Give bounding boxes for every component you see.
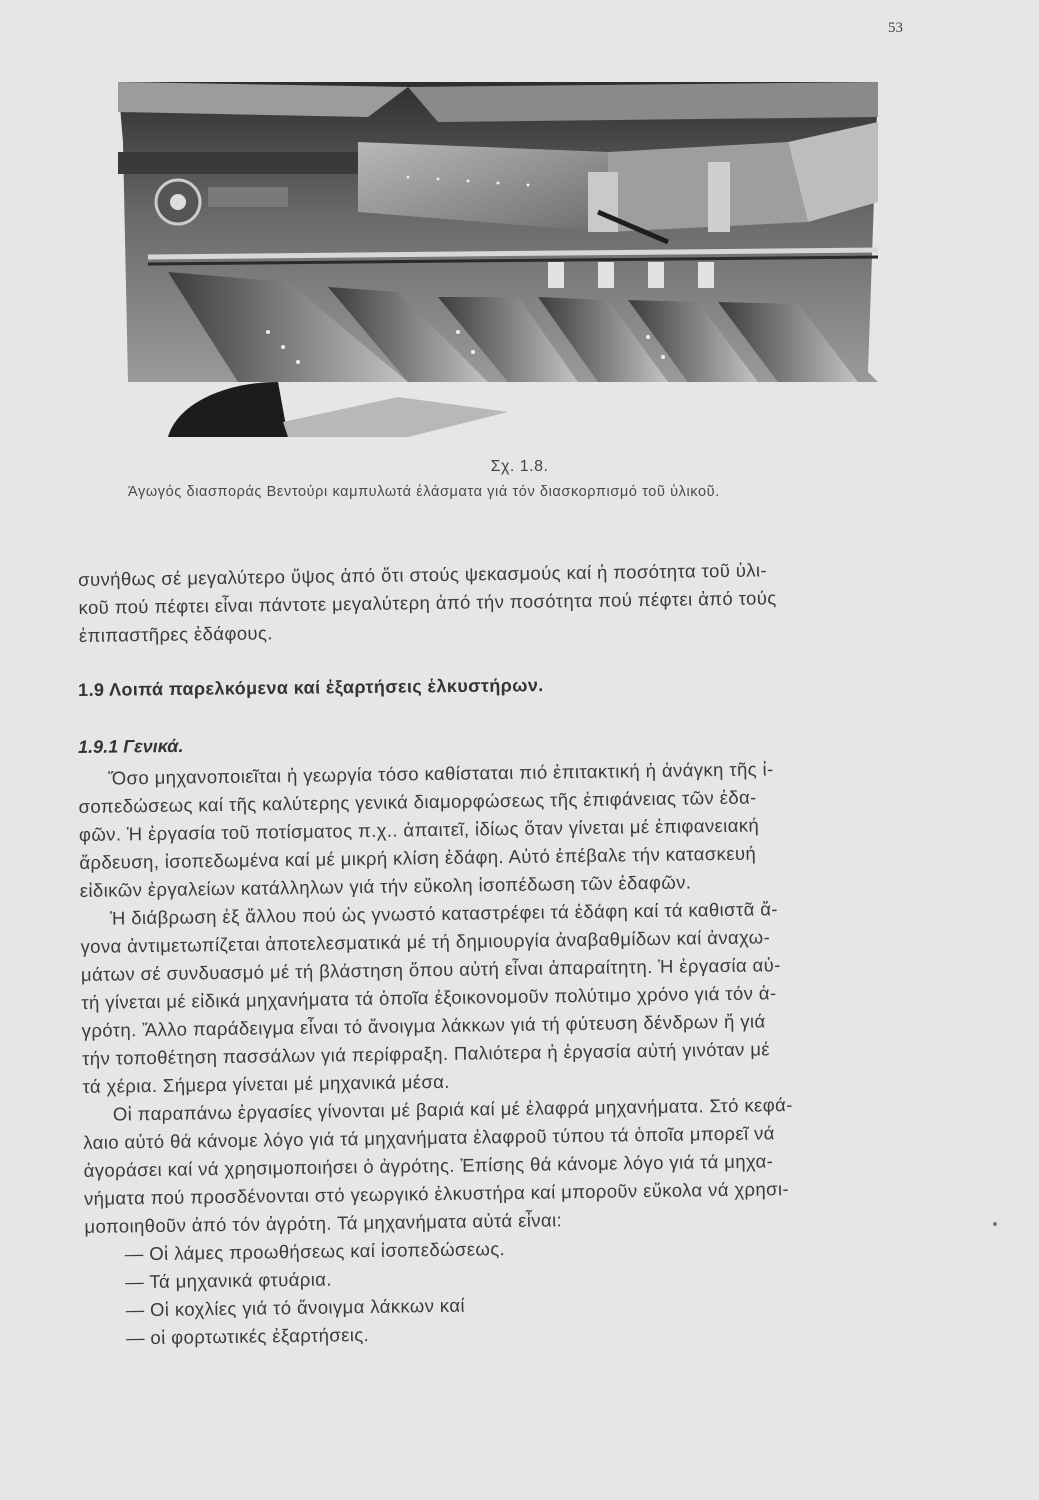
figure-photo xyxy=(108,82,898,437)
body-line: ἀγοράσει καί νά χρησιμοποιήσει ὁ ἀγρότης. Ἐπίσης θά κάνομε λόγο γιά τά μηχα- xyxy=(83,1150,774,1181)
body-line: εἰδικῶν ἐργαλείων κατάλληλων γιά τήν εὔκολη ἰσοπέδωση τῶν ἐδαφῶν. xyxy=(79,871,692,901)
body-line: λαιο αὐτό θά κάνομε λόγο γιά τά μηχανήματα ἐλαφροῦ τύπου τά ὁποῖα μπορεῖ νά xyxy=(83,1122,775,1153)
body-line: σοπεδώσεως καί τῆς καλύτερης γενικά διαμορφώσεως τῆς ἐπιφάνειας τῶν ἐδα- xyxy=(78,786,757,817)
subsection-heading: 1.9.1 Γενικά. xyxy=(78,735,184,757)
list-item: — οἱ φορτωτικές ἐξαρτήσεις. xyxy=(125,1323,370,1349)
intro-line: συνήθως σέ μεγαλύτερο ὕψος ἀπό ὅτι στούς ψεκασμούς καί ἡ ποσότητα τοῦ ὑλι- xyxy=(78,559,768,590)
body-line: γρότη. Ἄλλο παράδειγμα εἶναι τό ἄνοιγμα λάκκων γιά τή φύτευση δένδρων ἤ γιά xyxy=(81,1010,766,1041)
body-line: Οἱ παραπάνω ἐργασίες γίνονται μέ βαριά καί μέ ἐλαφρά μηχανήματα. Στό κεφά- xyxy=(112,1094,793,1125)
figure-caption: Άγωγός διασποράς Βεντούρι καμπυλωτά ἐλάσματα γιά τόν διασκορπισμό τοῦ ὑλικοῦ. xyxy=(128,484,720,500)
list-item: — Οἱ λάμες προωθήσεως καί ἰσοπεδώσεως. xyxy=(124,1238,506,1265)
body-line: φῶν. Ἡ ἐργασία τοῦ ποτίσματος π.χ.. ἀπαιτεῖ, ἰδίως ὅταν γίνεται μέ ἐπιφανειακή xyxy=(78,814,760,845)
list-item: — Τά μηχανικά φτυάρια. xyxy=(125,1268,332,1293)
figure-label: Σχ. 1.8. xyxy=(490,458,549,475)
body-line: γονα ἀντιμετωπίζεται ἀποτελεσματικά μέ τή δημιουργία ἀναβαθμίδων καί ἀναχω- xyxy=(80,926,771,957)
body-line: ἄρδευση, ἰσοπεδωμένα καί μέ μικρή κλίση ἐδάφη. Αὐτό ἐπέβαλε τήν κατασκευή xyxy=(79,842,757,873)
scan-speck xyxy=(993,1222,997,1226)
body-line: τή γίνεται μέ εἰδικά μηχανήματα τά ὁποῖα ἐξοικονομοῦν πολύτιμο χρόνο γιά τόν ἀ- xyxy=(81,982,777,1013)
section-heading: 1.9 Λοιπά παρελκόμενα καί ἐξαρτήσεις ἑλκυστήρων. xyxy=(78,675,544,700)
body-line: νήματα πού προσδένονται στό γεωργικό ἑλκυστήρα καί μποροῦν εὔκολα νά χρησι- xyxy=(83,1178,790,1209)
body-line: Ὅσο μηχανοποιεῖται ἡ γεωργία τόσο καθίσταται πιό ἐπιτακτική ἡ ἀνάγκη τῆς ἰ- xyxy=(108,758,774,789)
list-item: — Οἱ κοχλίες γιά τό ἄνοιγμα λάκκων καί xyxy=(125,1294,466,1321)
venturi-spreader-photo xyxy=(108,82,898,437)
page-number: 53 xyxy=(888,20,903,36)
body-line: τά χέρια. Σήμερα γίνεται μέ μηχανικά μέσα. xyxy=(82,1070,450,1097)
body-line: μάτων σέ συνδυασμό μέ τή βλάστηση ὅπου αὐτή εἶναι ἀπαραίτητη. Ἡ ἐργασία αὐ- xyxy=(80,954,781,985)
intro-paragraph xyxy=(78,554,919,650)
body-line: τήν τοποθέτηση πασσάλων γιά περίφραξη. Παλιότερα ἡ ἐργασία αὐτή γινόταν μέ xyxy=(81,1038,771,1069)
body-line: Ἡ διάβρωση ἐξ ἄλλου πού ὡς γνωστό καταστρέφει τά ἐδάφη καί τά καθιστᾶ ἄ- xyxy=(109,898,779,929)
body-text xyxy=(78,753,926,1353)
intro-line: κοῦ πού πέφτει εἶναι πάντοτε μεγαλύτερη ἀπό τήν ποσότητα πού πέφτει ἀπό τούς xyxy=(78,587,777,618)
intro-line: ἐπιπαστῆρες ἐδάφους. xyxy=(78,622,273,646)
body-line: μοποιηθοῦν ἀπό τόν ἀγρότη. Τά μηχανήματα αὐτά εἶναι: xyxy=(84,1209,563,1237)
